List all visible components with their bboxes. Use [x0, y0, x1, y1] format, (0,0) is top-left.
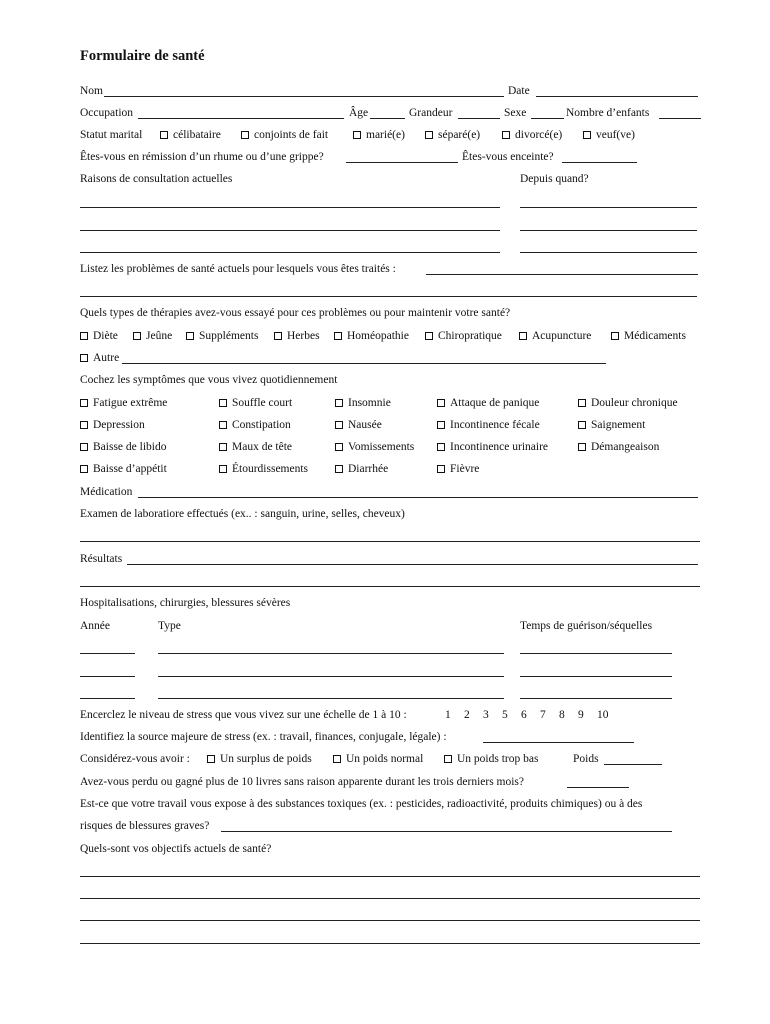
- checkbox-icon[interactable]: [219, 399, 227, 407]
- annee-line[interactable]: [80, 653, 135, 654]
- annee-line[interactable]: [80, 676, 135, 677]
- grandeur-field[interactable]: [458, 118, 500, 119]
- objectifs-line[interactable]: [80, 943, 700, 944]
- checkbox-icon[interactable]: [80, 354, 88, 362]
- symptom-option[interactable]: Démangeaison: [578, 440, 659, 454]
- statut-option[interactable]: conjoints de fait: [241, 128, 328, 142]
- symptom-option[interactable]: Souffle court: [219, 396, 292, 410]
- annee-line[interactable]: [80, 698, 135, 699]
- checkbox-icon[interactable]: [519, 332, 527, 340]
- checkbox-icon[interactable]: [133, 332, 141, 340]
- medication-label: Médication: [80, 486, 133, 498]
- therapy-option[interactable]: Jeûne: [133, 329, 172, 343]
- stress-level[interactable]: 3: [483, 709, 489, 721]
- enfants-label: Nombre d’enfants: [566, 107, 650, 119]
- checkbox-icon[interactable]: [611, 332, 619, 340]
- therapy-option[interactable]: Diète: [80, 329, 118, 343]
- poids-option[interactable]: Un poids trop bas: [444, 752, 538, 766]
- checkbox-icon[interactable]: [335, 465, 343, 473]
- therapy-option[interactable]: Médicaments: [611, 329, 686, 343]
- checkbox-icon[interactable]: [437, 421, 445, 429]
- therapy-option[interactable]: Herbes: [274, 329, 320, 343]
- stress-level[interactable]: 9: [578, 709, 584, 721]
- checkbox-icon[interactable]: [437, 443, 445, 451]
- symptom-option[interactable]: Fatigue extrême: [80, 396, 167, 410]
- occupation-label: Occupation: [80, 107, 134, 119]
- symptom-option[interactable]: Constipation: [219, 418, 291, 432]
- age-label: Âge: [349, 107, 369, 119]
- objectifs-label: Quels-sont vos objectifs actuels de santé?: [80, 843, 272, 855]
- type-line[interactable]: [158, 676, 504, 677]
- checkbox-icon[interactable]: [80, 421, 88, 429]
- depuis-line[interactable]: [520, 207, 697, 208]
- poids-field[interactable]: [604, 764, 662, 765]
- poids-label: Considérez-vous avoir :: [80, 753, 190, 765]
- type-line[interactable]: [158, 698, 504, 699]
- nom-label: Nom: [80, 85, 103, 97]
- toxiques-label-line1: Est-ce que votre travail vous expose à des substances toxiques (ex. : pesticides, radioactivité, produits chimiques) ou à des: [80, 798, 643, 810]
- statut-option[interactable]: veuf(ve): [583, 128, 635, 142]
- type-line[interactable]: [158, 653, 504, 654]
- checkbox-icon[interactable]: [335, 421, 343, 429]
- stress-label: Encerclez le niveau de stress que vous vivez sur une échelle de 1 à 10 :: [80, 709, 407, 721]
- stress-level[interactable]: 2: [464, 709, 470, 721]
- resultats-label: Résultats: [80, 553, 123, 565]
- stress-level[interactable]: 5: [502, 709, 508, 721]
- objectifs-line[interactable]: [80, 898, 700, 899]
- age-field[interactable]: [370, 118, 405, 119]
- autre-field[interactable]: [122, 363, 606, 364]
- checkbox-icon[interactable]: [160, 131, 168, 139]
- symptom-option[interactable]: Étourdissements: [219, 462, 308, 476]
- checkbox-icon[interactable]: [578, 421, 586, 429]
- therapies-label: Quels types de thérapies avez-vous essayé pour ces problèmes ou pour maintenir votre santé?: [80, 307, 511, 319]
- symptom-option[interactable]: Baisse d’appétit: [80, 462, 167, 476]
- checkbox-icon[interactable]: [583, 131, 591, 139]
- medication-field[interactable]: [138, 497, 698, 498]
- stress-level[interactable]: 10: [597, 709, 609, 721]
- checkbox-icon[interactable]: [241, 131, 249, 139]
- depuis-line[interactable]: [520, 230, 697, 231]
- resultats-line[interactable]: [80, 586, 700, 587]
- symptom-option[interactable]: Incontinence fécale: [437, 418, 540, 432]
- problemes-line[interactable]: [80, 296, 697, 297]
- stress-level[interactable]: 6: [521, 709, 527, 721]
- grandeur-label: Grandeur: [409, 107, 453, 119]
- sexe-label: Sexe: [504, 107, 527, 119]
- source-stress-label: Identifiez la source majeure de stress (ex. : travail, finances, conjugale, légale) :: [80, 731, 447, 743]
- date-field[interactable]: [536, 96, 698, 97]
- therapy-option[interactable]: Suppléments: [186, 329, 258, 343]
- sexe-field[interactable]: [531, 118, 564, 119]
- stress-level[interactable]: 1: [445, 709, 451, 721]
- therapy-autre[interactable]: Autre: [80, 351, 119, 365]
- checkbox-icon[interactable]: [437, 465, 445, 473]
- livres-field[interactable]: [567, 787, 629, 788]
- symptom-option[interactable]: Fièvre: [437, 462, 479, 476]
- checkbox-icon[interactable]: [219, 443, 227, 451]
- symptom-option[interactable]: Attaque de panique: [437, 396, 539, 410]
- date-label: Date: [508, 85, 530, 97]
- occupation-field[interactable]: [138, 118, 344, 119]
- remission-field[interactable]: [346, 162, 458, 163]
- symptom-option[interactable]: Insomnie: [335, 396, 391, 410]
- statut-option[interactable]: marié(e): [353, 128, 405, 142]
- statut-option[interactable]: divorcé(e): [502, 128, 562, 142]
- stress-level[interactable]: 8: [559, 709, 565, 721]
- raisons-line[interactable]: [80, 252, 500, 253]
- checkbox-icon[interactable]: [207, 755, 215, 763]
- objectifs-line[interactable]: [80, 920, 700, 921]
- checkbox-icon[interactable]: [425, 131, 433, 139]
- temps-header: Temps de guérison/séquelles: [520, 620, 653, 632]
- checkbox-icon[interactable]: [578, 399, 586, 407]
- symptom-option[interactable]: Diarrhée: [335, 462, 388, 476]
- therapy-option[interactable]: Homéopathie: [334, 329, 409, 343]
- temps-line[interactable]: [520, 653, 672, 654]
- therapy-option[interactable]: Acupuncture: [519, 329, 591, 343]
- checkbox-icon[interactable]: [80, 332, 88, 340]
- problemes-label: Listez les problèmes de santé actuels pour lesquels vous êtes traités :: [80, 263, 396, 275]
- raisons-label: Raisons de consultation actuelles: [80, 173, 233, 185]
- statut-option[interactable]: célibataire: [160, 128, 221, 142]
- livres-label: Avez-vous perdu ou gagné plus de 10 livres sans raison apparente durant les trois derniers mois?: [80, 776, 525, 788]
- objectifs-line[interactable]: [80, 876, 700, 877]
- symptom-option[interactable]: Baisse de libido: [80, 440, 166, 454]
- symptom-option[interactable]: Douleur chronique: [578, 396, 678, 410]
- symptom-option[interactable]: Depression: [80, 418, 145, 432]
- checkbox-icon[interactable]: [335, 443, 343, 451]
- checkbox-icon[interactable]: [335, 399, 343, 407]
- poids-option[interactable]: Un surplus de poids: [207, 752, 312, 766]
- symptom-option[interactable]: Saignement: [578, 418, 645, 432]
- depuis-line[interactable]: [520, 252, 697, 253]
- checkbox-icon[interactable]: [333, 755, 341, 763]
- examen-line[interactable]: [80, 541, 700, 542]
- remission-label: Êtes-vous en rémission d’un rhume ou d’une grippe?: [80, 151, 324, 163]
- therapy-option[interactable]: Chiropratique: [425, 329, 502, 343]
- checkbox-icon[interactable]: [353, 131, 361, 139]
- toxiques-field[interactable]: [221, 831, 672, 832]
- checkbox-icon[interactable]: [437, 399, 445, 407]
- hospitalisations-label: Hospitalisations, chirurgies, blessures sévères: [80, 597, 291, 609]
- type-header: Type: [158, 620, 181, 632]
- examen-label: Examen de laboratiore effectués (ex.. : sanguin, urine, selles, cheveux): [80, 508, 405, 520]
- temps-line[interactable]: [520, 676, 672, 677]
- poids-option[interactable]: Un poids normal: [333, 752, 423, 766]
- checkbox-icon[interactable]: [186, 332, 194, 340]
- resultats-field[interactable]: [127, 564, 698, 565]
- enceinte-field[interactable]: [562, 162, 637, 163]
- symptomes-label: Cochez les symptômes que vous vivez quotidiennement: [80, 374, 338, 386]
- checkbox-icon[interactable]: [334, 332, 342, 340]
- checkbox-icon[interactable]: [80, 465, 88, 473]
- symptom-option[interactable]: Maux de tête: [219, 440, 292, 454]
- checkbox-icon[interactable]: [578, 443, 586, 451]
- enceinte-label: Êtes-vous enceinte?: [462, 151, 554, 163]
- raisons-line[interactable]: [80, 207, 500, 208]
- nom-field[interactable]: [104, 96, 504, 97]
- temps-line[interactable]: [520, 698, 672, 699]
- checkbox-icon[interactable]: [502, 131, 510, 139]
- poids-value-label: Poids: [573, 753, 599, 765]
- symptom-option[interactable]: Vomissements: [335, 440, 414, 454]
- depuis-label: Depuis quand?: [520, 173, 589, 185]
- statut-option[interactable]: séparé(e): [425, 128, 480, 142]
- raisons-line[interactable]: [80, 230, 500, 231]
- checkbox-icon[interactable]: [444, 755, 452, 763]
- enfants-field[interactable]: [659, 118, 701, 119]
- symptom-option[interactable]: Incontinence urinaire: [437, 440, 548, 454]
- statut-label: Statut marital: [80, 129, 143, 141]
- annee-header: Année: [80, 620, 111, 632]
- checkbox-icon[interactable]: [274, 332, 282, 340]
- checkbox-icon[interactable]: [80, 443, 88, 451]
- toxiques-label-line2: risques de blessures graves?: [80, 820, 210, 832]
- checkbox-icon[interactable]: [80, 399, 88, 407]
- problemes-field[interactable]: [426, 274, 698, 275]
- stress-level[interactable]: 7: [540, 709, 546, 721]
- symptom-option[interactable]: Nausée: [335, 418, 382, 432]
- form-title: Formulaire de santé: [80, 48, 205, 64]
- checkbox-icon[interactable]: [219, 421, 227, 429]
- checkbox-icon[interactable]: [219, 465, 227, 473]
- checkbox-icon[interactable]: [425, 332, 433, 340]
- source-stress-field[interactable]: [483, 742, 634, 743]
